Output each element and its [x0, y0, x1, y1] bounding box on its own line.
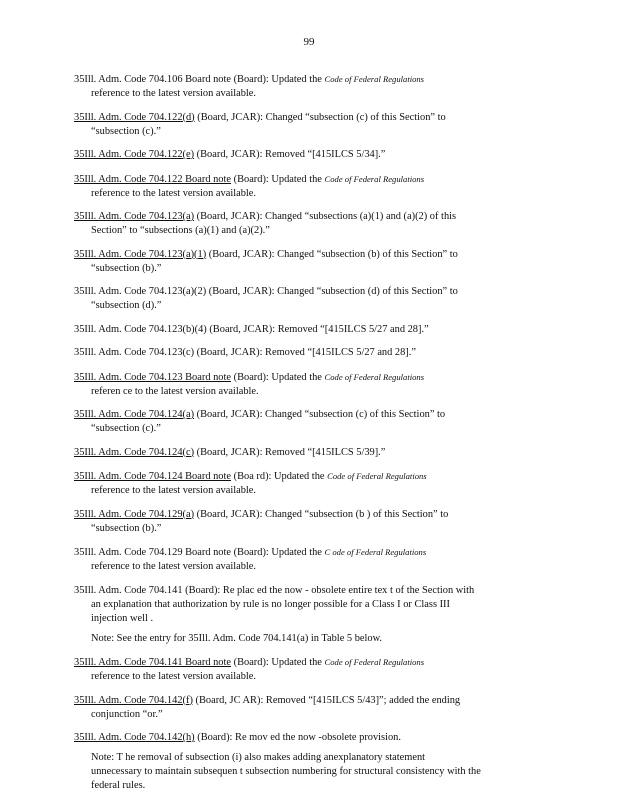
entry-italic: Code of Federal Regulations [324, 371, 425, 382]
entry-704-142h [74, 731, 540, 745]
entry-704-123a [74, 210, 540, 238]
entry-704-123-board-note [74, 370, 540, 399]
note-line: Note: T he removal of subsection (i) also makes adding anexplanatory statement [91, 752, 426, 763]
entry-continuation: “subsection (c).” [91, 125, 161, 137]
entry-704-141-board-note [74, 655, 540, 684]
entry-reference: 35Ill. Adm. Code 704.142(f) [74, 694, 193, 706]
entry-italic: C ode of Federal Regulations [324, 547, 427, 557]
entry-704-124c [74, 446, 540, 460]
entry-reference: 35Ill. Adm. Code 704.129(a) [74, 508, 195, 520]
entry-continuation: reference to the latest version available. [91, 485, 257, 496]
entry-text: (Boa rd): Updated the [231, 471, 328, 482]
note-704-141: Note: See the entry for 35Ill. Adm. Code 704.141(a) in Table 5 below. [91, 632, 383, 644]
entry-continuation: reference to the latest version available. [91, 671, 257, 682]
note-line: unnecessary to maintain subsequen t subsection numbering for structural consistency with the [91, 766, 481, 777]
entry-text: 35Ill. Adm. Code 704.141 (Board): Re plac ed the now - obsolete entire tex t of the Section with [74, 584, 475, 596]
entry-reference: 35Ill. Adm. Code 704.124(a) [74, 409, 195, 420]
entry-reference: 35Ill. Adm. Code 704.122(d) [74, 111, 195, 123]
entry-reference: 35Ill. Adm. Code 704.124 Board note [74, 471, 232, 482]
entry-continuation: “subsection (b).” [91, 262, 162, 274]
entry-continuation: reference to the latest version available. [91, 88, 257, 99]
entry-704-124a [74, 408, 540, 436]
note-line: federal rules. [91, 780, 146, 791]
entry-reference: 35Ill. Adm. Code 704.141 Board note [74, 657, 232, 668]
entry-text: (Board, JC AR): Removed “[415ILCS 5/43]”; added the ending [192, 694, 461, 706]
entry-text: (Board): Updated the [231, 173, 325, 185]
entry-reference: 35Ill. Adm. Code 704.123 Board note [74, 371, 232, 383]
entry-text: (Board, JCAR): Changed “subsection (b ) of this Section” to [194, 508, 449, 520]
entry-704-122d [74, 111, 540, 139]
entry-text: 35Ill. Adm. Code 704.106 Board note (Board): Updated the [74, 74, 325, 85]
final-note [74, 751, 540, 793]
entry-continuation: “subsection (c).” [91, 423, 161, 434]
entry-text: (Board, JCAR): Changed “subsections (a)(1) and (a)(2) of this [194, 211, 457, 222]
entry-704-123a2 [74, 285, 540, 313]
entry-704-124-board-note [74, 469, 540, 498]
entry-text: (Board, JCAR): Changed “subsection (c) of this Section” to [194, 409, 446, 420]
entry-reference: 35Ill. Adm. Code 704.142(h) [74, 732, 195, 743]
entry-704-141 [74, 584, 540, 626]
entry-text: (Board, JCAR): Removed “[415ILCS 5/39].” [194, 446, 386, 458]
entry-text: 35Ill. Adm. Code 704.123(a)(2) (Board, JCAR): Changed “subsection (d) of this Section” to [74, 286, 458, 297]
entry-continuation: reference to the latest version available. [91, 561, 257, 572]
entry-704-123c [74, 346, 540, 360]
entry-reference: 35Ill. Adm. Code 704.122 Board note [74, 173, 232, 185]
entry-text: 35Ill. Adm. Code 704.123(b)(4) (Board, JCAR): Removed “[415ILCS 5/27 and 28].” [74, 323, 429, 335]
entry-italic: Code of Federal Regulations [327, 471, 427, 481]
entry-704-122e [74, 148, 540, 162]
entry-continuation: an explanation that authorization by rule is no longer possible for a Class I or Class III [91, 598, 450, 610]
entry-continuation: “subsection (b).” [91, 522, 162, 534]
page-number: 99 [303, 36, 315, 48]
entry-continuation: reference to the latest version available. [91, 187, 257, 199]
entry-italic: Code of Federal Regulations [324, 74, 425, 84]
entry-text: (Board): Re mov ed the now -obsolete provision. [194, 732, 401, 743]
entry-reference: 35Ill. Adm. Code 704.124(c) [74, 446, 195, 458]
entry-704-106 [74, 72, 540, 101]
entry-reference: 35Ill. Adm. Code 704.123(a) [74, 211, 195, 222]
entry-text: (Board, JCAR): Changed “subsection (b) of this Section” to [206, 248, 458, 260]
entry-704-123b4 [74, 323, 540, 337]
document-body [74, 72, 540, 803]
entry-704-122-board-note [74, 172, 540, 201]
entry-continuation: injection well . [91, 612, 154, 624]
entry-text: 35Ill. Adm. Code 704.129 Board note (Board): Updated the [74, 547, 325, 558]
entry-reference: 35Ill. Adm. Code 704.123(a)(1) [74, 248, 207, 260]
entry-text: (Board, JCAR): Removed “[415ILCS 5/34].” [194, 149, 386, 160]
entry-704-142f [74, 694, 540, 722]
entry-continuation: conjunction “or.” [91, 708, 163, 720]
entry-continuation: Section” to “subsections (a)(1) and (a)(2).” [91, 225, 270, 236]
entry-704-129a [74, 508, 540, 536]
entry-704-123a1 [74, 248, 540, 276]
entry-text: (Board, JCAR): Changed “subsection (c) of this Section” to [194, 111, 446, 123]
entry-continuation: referen ce to the latest version available. [91, 385, 259, 397]
entry-italic: Code of Federal Regulations [324, 657, 425, 667]
entry-704-129-board-note [74, 545, 540, 574]
entry-reference: 35Ill. Adm. Code 704.122(e) [74, 149, 195, 160]
entry-continuation: “subsection (d).” [91, 300, 162, 311]
entry-text: 35Ill. Adm. Code 704.123(c) (Board, JCAR): Removed “[415ILCS 5/27 and 28].” [74, 347, 416, 358]
entry-text: (Board): Updated the [231, 371, 325, 383]
entry-italic: Code of Federal Regulations [324, 173, 425, 184]
entry-text: (Board): Updated the [231, 657, 325, 668]
